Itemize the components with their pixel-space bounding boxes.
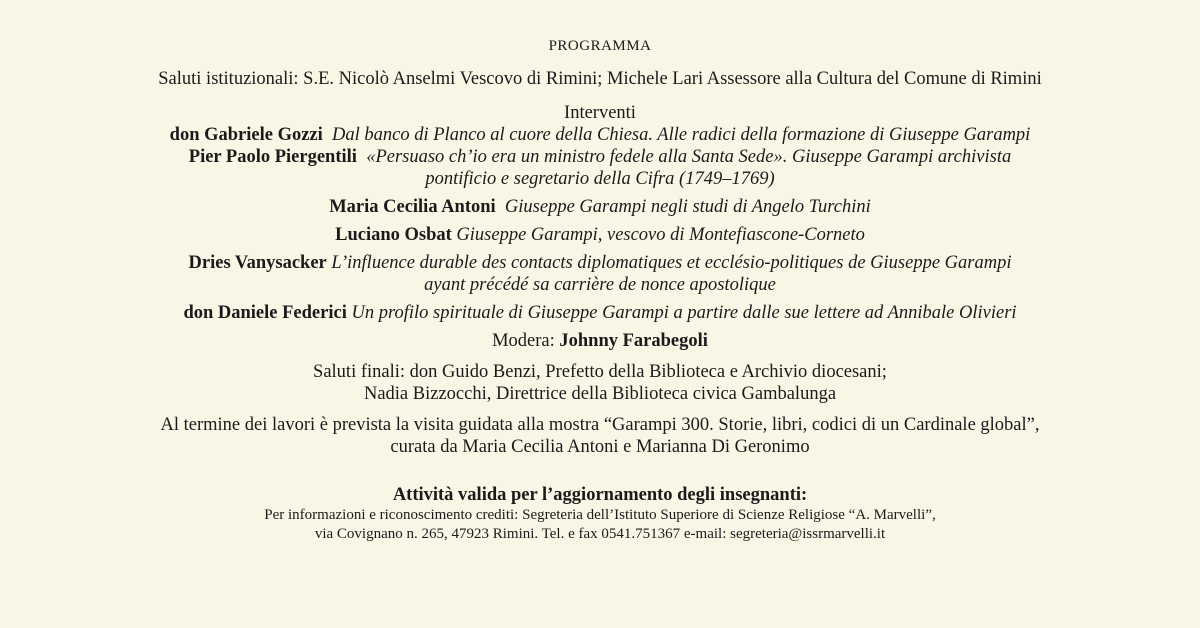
talk-4 xyxy=(0,224,1200,246)
talk-title: L’influence durable des contacts diplomatiques et ecclésio-politiques de Giuseppe Garampi xyxy=(331,253,1012,273)
talk-2 xyxy=(0,146,1200,190)
talk-speaker: don Daniele Federici xyxy=(183,303,347,323)
talk-5 xyxy=(0,252,1200,296)
attivita-info-line-1: Per informazioni e riconoscimento crediti: Segreteria dell’Istituto Superiore di Scienze Religiose “A. Marvelli”, xyxy=(264,507,936,523)
saluti-finali-line-1: Saluti finali: don Guido Benzi, Prefetto della Biblioteca e Archivio diocesani; xyxy=(313,362,887,382)
modera-line xyxy=(0,330,1200,352)
talk-3 xyxy=(0,196,1200,218)
programme-heading: PROGRAMMA xyxy=(548,38,652,54)
attivita-title: Attività valida per l’aggiornamento degli insegnanti: xyxy=(392,485,808,505)
talk-title: Un profilo spirituale di Giuseppe Garampi a partire dalle sue lettere ad Annibale Olivieri xyxy=(351,303,1017,323)
talk-title: Giuseppe Garampi, vescovo di Montefiascone-Corneto xyxy=(456,225,865,245)
talk-speaker: Luciano Osbat xyxy=(335,225,452,245)
saluti-finali xyxy=(0,361,1200,405)
talk-title-continued: ayant précédé sa carrière de nonce apostolique xyxy=(424,275,776,295)
attivita-section xyxy=(0,484,1200,544)
attivita-info-line-2: via Covignano n. 265, 47923 Rimini. Tel. e fax 0541.751367 e-mail: segreteria@issrmarvelli.it xyxy=(314,526,886,542)
talk-speaker: Maria Cecilia Antoni xyxy=(329,197,496,217)
talk-speaker: Dries Vanysacker xyxy=(188,253,327,273)
talk-6 xyxy=(0,302,1200,324)
talk-title: Giuseppe Garampi negli studi di Angelo Turchini xyxy=(504,197,871,217)
modera-label: Modera: xyxy=(492,331,555,351)
saluti-finali-line-2: Nadia Bizzocchi, Direttrice della Biblioteca civica Gambalunga xyxy=(363,384,837,404)
visita-guidata xyxy=(0,414,1200,458)
interventi-label: Interventi xyxy=(564,103,636,123)
talk-title-continued: pontificio e segretario della Cifra (1749–1769) xyxy=(425,169,775,189)
moderator-name: Johnny Farabegoli xyxy=(559,331,708,351)
visita-line-1: Al termine dei lavori è prevista la visita guidata alla mostra “Garampi 300. Storie, libri, codici di un Cardinale global”, xyxy=(160,415,1040,435)
saluti-istituzionali: Saluti istituzionali: S.E. Nicolò Anselmi Vescovo di Rimini; Michele Lari Assessore alla Cultura del Comune di Rimini xyxy=(158,69,1042,89)
talk-speaker: Pier Paolo Piergentili xyxy=(188,147,357,167)
talk-title: Dal banco di Planco al cuore della Chiesa. Alle radici della formazione di Giuseppe Garampi xyxy=(332,125,1031,145)
talk-1 xyxy=(0,124,1200,146)
talk-title: «Persuaso ch’io era un ministro fedele alla Santa Sede». Giuseppe Garampi archivista xyxy=(366,147,1012,167)
talk-speaker: don Gabriele Gozzi xyxy=(169,125,323,145)
visita-line-2: curata da Maria Cecilia Antoni e Marianna Di Geronimo xyxy=(390,437,810,457)
